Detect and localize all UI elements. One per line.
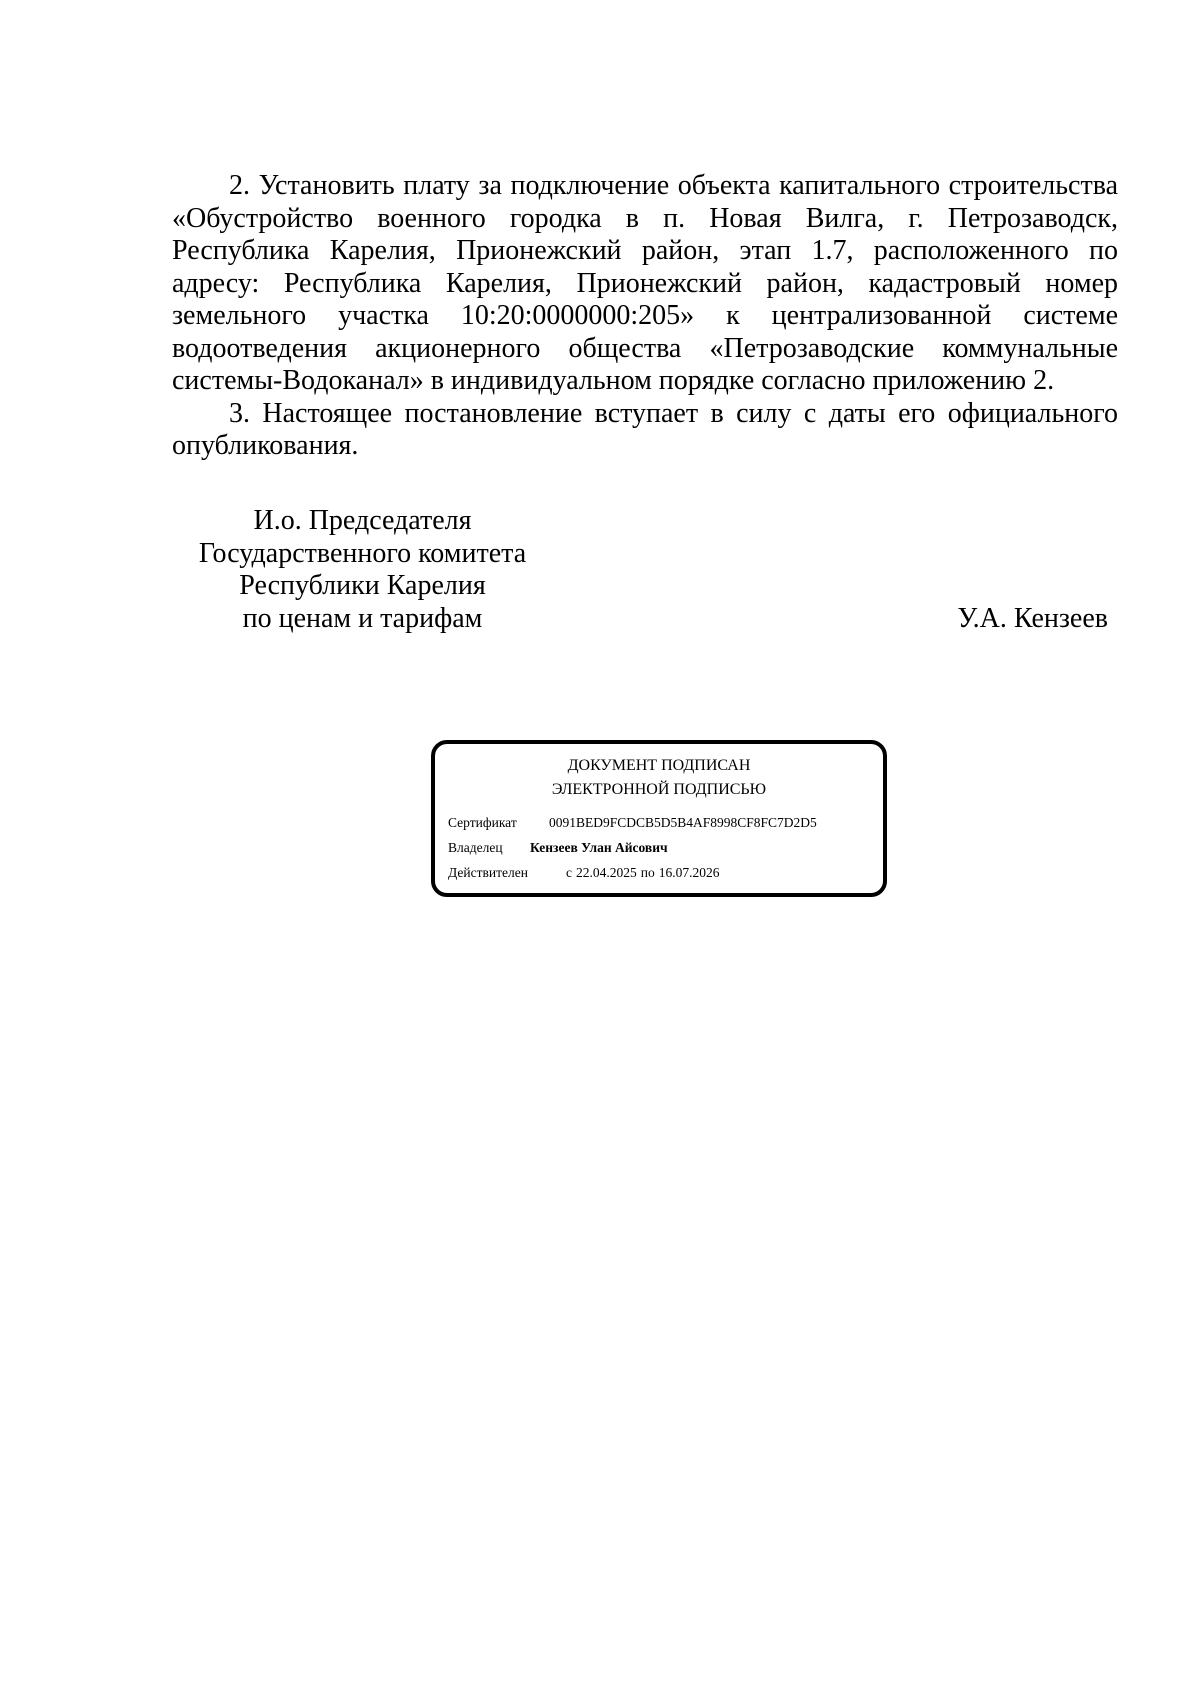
stamp-title-line: ДОКУМЕНТ ПОДПИСАН bbox=[567, 757, 751, 774]
signatory-line: И.о. Председателя bbox=[253, 505, 472, 536]
validity-row bbox=[448, 865, 719, 881]
valid-to-prefix: по bbox=[640, 865, 655, 880]
certificate-label: Сертификат bbox=[448, 815, 517, 830]
signer-name: У.А. Кензеев bbox=[957, 603, 1108, 634]
owner-row bbox=[448, 840, 668, 856]
electronic-signature-stamp bbox=[431, 740, 887, 897]
valid-from-date: 22.04.2025 bbox=[576, 865, 637, 880]
stamp-title-line: ЭЛЕКТРОННОЙ ПОДПИСЬЮ bbox=[551, 781, 767, 798]
valid-from-prefix: с bbox=[566, 865, 572, 880]
owner-value: Кензеев Улан Айсович bbox=[530, 840, 668, 855]
signatory-line: по ценам и тарифам bbox=[242, 602, 483, 634]
document-body bbox=[172, 170, 1118, 463]
paragraph-item-2: 2. Установить плату за подключение объекта капитального строительства «Обустройство военного городка в п. Новая Вилга, г. Петрозаводск, Республика Карелия, Прионежский район, этап 1.7, расположенного по адресу: Республика Карелия, Прионежский район, кадастровый номер земельного участка 10:20:0000000:205» к централизованной системе водоотведения акционерного общества «Петрозаводские коммунальные системы-Водоканал» в индивидуальном порядке согласно приложению 2. bbox=[172, 170, 1118, 396]
owner-label: Владелец bbox=[448, 840, 503, 855]
certificate-value: 0091BED9FCDCB5D5B4AF8998CF8FC7D2D5 bbox=[549, 815, 817, 830]
valid-to-date: 16.07.2026 bbox=[658, 865, 720, 880]
stamp-title bbox=[435, 754, 883, 802]
validity-label: Действителен bbox=[448, 865, 528, 880]
signatory-line: Республики Карелия bbox=[239, 570, 486, 601]
paragraph-item-3: 3. Настоящее постановление вступает в силу с даты его официального опубликования. bbox=[172, 397, 1118, 461]
signatory-line: Государственного комитета bbox=[198, 537, 527, 569]
certificate-row bbox=[448, 815, 817, 831]
signatory-position bbox=[175, 505, 550, 635]
